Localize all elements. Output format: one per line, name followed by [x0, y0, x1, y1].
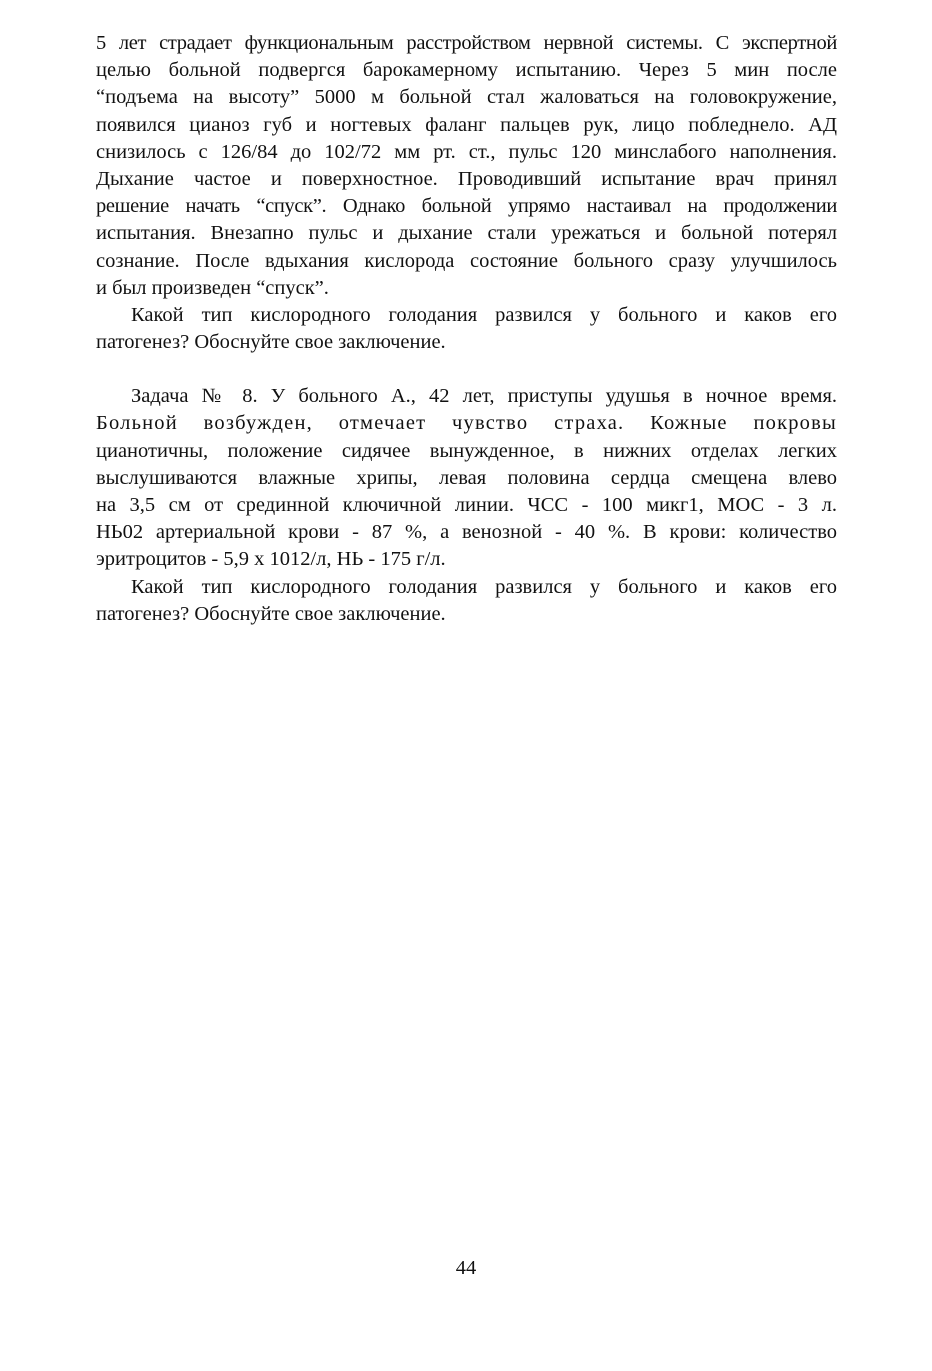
text-line: и был произведен “спуск”.: [96, 276, 329, 299]
text-line: патогенез? Обоснуйте свое заключение.: [96, 331, 446, 354]
task-8-paragraph: [96, 383, 837, 573]
text-line: появился цианоз губ и ногтевых фаланг пальцев рук, лицо побледнело. АД: [96, 113, 837, 136]
text-line: Дыхание частое и поверхностное. Проводивший испытание врач принял: [96, 167, 837, 190]
text-line: снизилось с 126/84 до 102/72 мм рт. ст., пульс 120 минслабого наполнения.: [96, 140, 837, 163]
text-line: Какой тип кислородного голодания развился у больного и каков его: [131, 303, 837, 326]
question-paragraph: [96, 574, 837, 628]
case-description-paragraph: [96, 30, 837, 302]
text-line: целью больной подвергся барокамерному испытанию. Через 5 мин после: [96, 59, 837, 82]
text-line: выслушиваются влажные хрипы, левая половина сердца смещена влево: [96, 466, 837, 489]
question-paragraph: [96, 302, 837, 356]
paragraph-spacer: [96, 356, 837, 383]
text-line: на 3,5 см от срединной ключичной линии. ЧСС - 100 микг1, МОС - 3 л.: [96, 494, 837, 516]
text-line: эритроцитов - 5,9 х 1012/л, НЬ - 175 г/л.: [96, 548, 446, 571]
text-line: Задача № 8. У больного А., 42 лет, приступы удушья в ночное время.: [131, 385, 837, 408]
text-line: Какой тип кислородного голодания развился у больного и каков его: [131, 575, 837, 598]
text-line: 5 лет страдает функциональным расстройством нервной системы. С экспертной: [96, 32, 837, 54]
text-line: НЬ02 артериальной крови - 87 %, а венозной - 40 %. В крови: количество: [96, 521, 837, 544]
text-line: решение начать “спуск”. Однако больной упрямо настаивал на продолжении: [96, 195, 837, 218]
page-body: [96, 30, 837, 628]
text-line: Больной возбужден, отмечает чувство страха. Кожные покровы: [96, 412, 837, 435]
text-line: цианотичны, положение сидячее вынужденное, в нижних отделах легких: [96, 439, 837, 462]
text-line: “подъема на высоту” 5000 м больной стал жаловаться на головокружение,: [96, 86, 837, 109]
text-line: патогенез? Обоснуйте свое заключение.: [96, 602, 446, 625]
page-number: 44: [455, 1257, 477, 1279]
text-line: сознание. После вдыхания кислорода состояние больного сразу улучшилось: [96, 249, 837, 272]
text-line: испытания. Внезапно пульс и дыхание стали урежаться и больной потерял: [96, 222, 837, 245]
